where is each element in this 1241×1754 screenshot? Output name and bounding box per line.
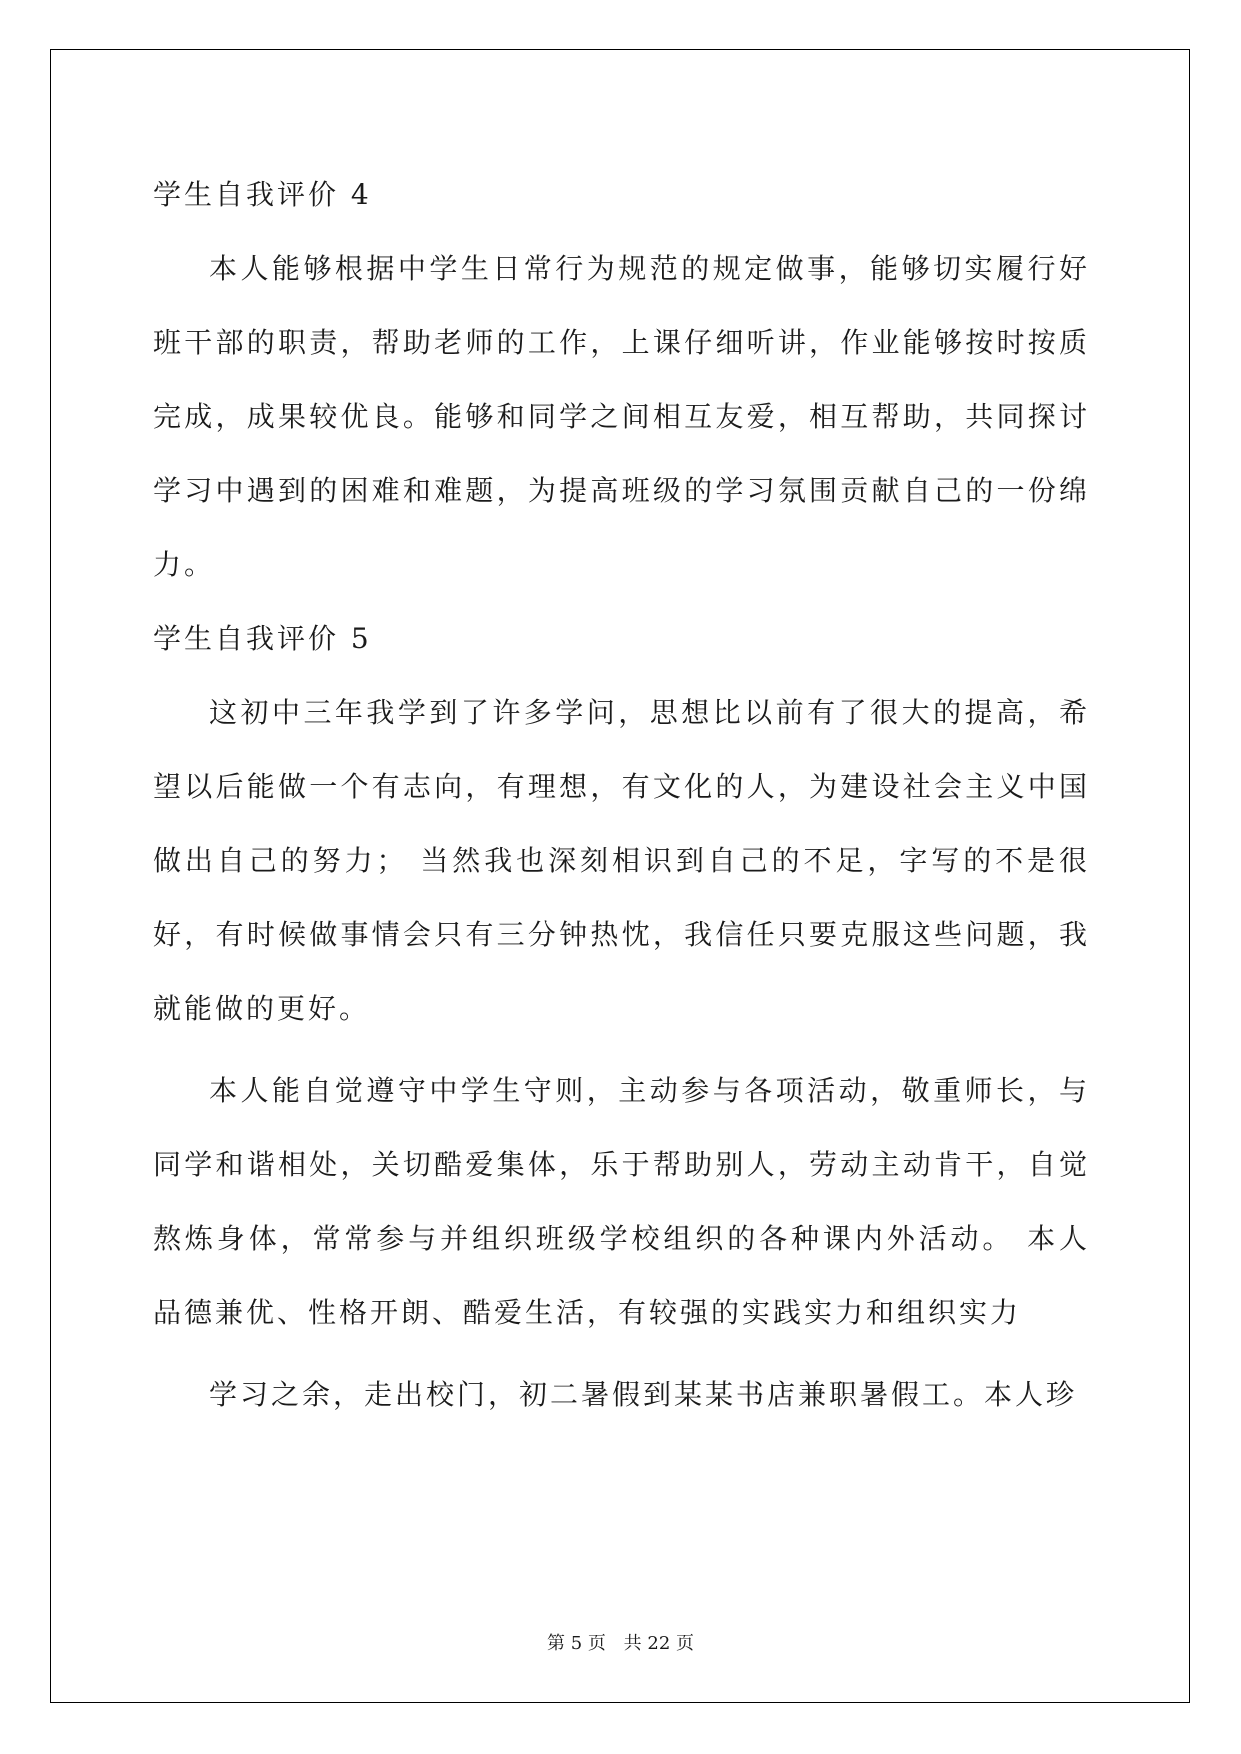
- paragraph: 学习之余，走出校门，初二暑假到某某书店兼职暑假工。本人珍: [209, 1378, 1078, 1411]
- section-4: [153, 158, 1090, 602]
- paragraph: 本人能自觉遵守中学生守则，主动参与各项活动，敬重师长，与同学和谐相处，关切酷爱集体，乐于帮助别人，劳动主动肯干，自觉熬炼身体，常常参与并组织班级学校组织的各种课内外活动。 本人品德兼优、性格开朗、酷爱生活，有较强的实践实力和组织实力: [153, 1074, 1090, 1329]
- page-footer: [0, 1632, 1241, 1656]
- document-body: [153, 158, 1090, 1432]
- section-5: [153, 602, 1090, 1432]
- section-heading: 学生自我评价 4: [153, 178, 372, 211]
- section-heading: 学生自我评价 5: [153, 622, 372, 655]
- page-number: 第 5 页: [547, 1633, 606, 1654]
- paragraph: 这初中三年我学到了许多学问，思想比以前有了很大的提高，希望以后能做一个有志向，有理想，有文化的人，为建设社会主义中国做出自己的努力； 当然我也深刻相识到自己的不足，字写的不是很好，有时候做事情会只有三分钟热忱，我信任只要克服这些问题，我就能做的更好。: [153, 696, 1090, 1025]
- paragraph-gap: [153, 1350, 1090, 1358]
- paragraph: 本人能够根据中学生日常行为规范的规定做事，能够切实履行好班干部的职责，帮助老师的工作，上课仔细听讲，作业能够按时按质完成，成果较优良。能够和同学之间相互友爱，相互帮助，共同探讨学习中遇到的困难和难题，为提高班级的学习氛围贡献自己的一份绵力。: [153, 252, 1090, 581]
- page-total: 共 22 页: [623, 1633, 694, 1654]
- paragraph-gap: [153, 1046, 1090, 1054]
